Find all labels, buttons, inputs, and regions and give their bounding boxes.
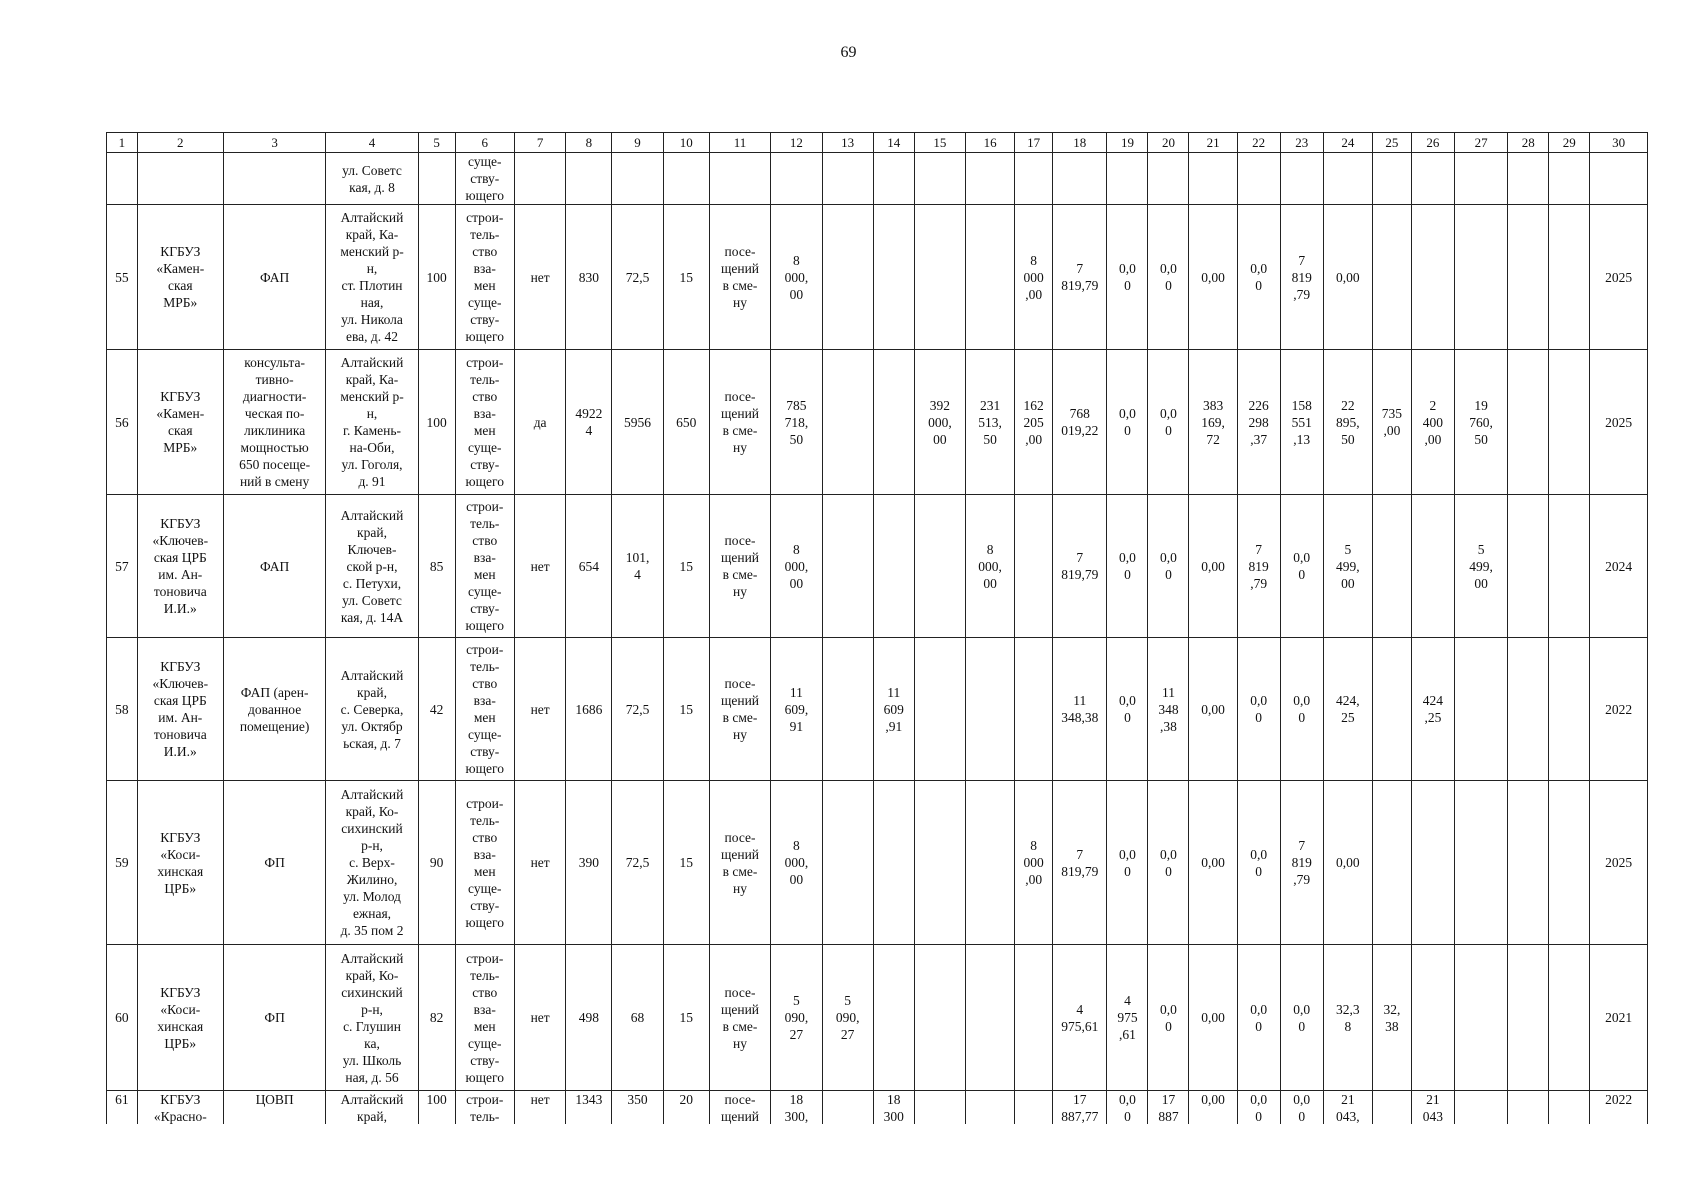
table-cell-col-1: 55 — [107, 205, 138, 350]
table-cell-col-23: 7 819 ,79 — [1280, 781, 1323, 945]
table-cell-col-2: КГБУЗ «Ключев- ская ЦРБ им. Ан- тоновича И.И.» — [137, 638, 223, 781]
table-cell-col-18: 768 019,22 — [1053, 350, 1107, 495]
column-number-cell: 26 — [1411, 133, 1454, 153]
table-cell-col-11: посе- щений в сме- ну — [709, 638, 771, 781]
table-cell-col-29 — [1549, 781, 1590, 945]
column-number-cell: 9 — [612, 133, 663, 153]
table-cell-col-11: посе- щений в сме- ну — [709, 781, 771, 945]
table-cell-col-22: 226 298 ,37 — [1237, 350, 1280, 495]
table-cell-col-18: 7 819,79 — [1053, 781, 1107, 945]
table-cell-col-20: 0,0 0 — [1148, 945, 1189, 1091]
column-number-cell: 2 — [137, 133, 223, 153]
table-cell-col-13 — [822, 205, 873, 350]
table-cell-col-15 — [914, 495, 965, 638]
table-cell-col-17 — [1015, 495, 1053, 638]
table-cell-col-11: посе- щений в сме- ну — [709, 495, 771, 638]
table-cell-col-27 — [1454, 945, 1507, 1091]
table-cell-col-30: 2025 — [1590, 350, 1648, 495]
table-cell-col-4: Алтайский край, Ка- менский р- н, г. Камень- на-Оби, ул. Гоголя, д. 91 — [326, 350, 418, 495]
table-cell-col-18 — [1053, 153, 1107, 205]
column-number-cell: 19 — [1107, 133, 1148, 153]
table-cell-col-10: 20 — [663, 1091, 709, 1125]
table-cell-col-22: 0,0 0 — [1237, 781, 1280, 945]
table-cell-col-30: 2024 — [1590, 495, 1648, 638]
table-cell-col-6: строи- тель- ство вза- мен суще- ству- ющего — [455, 781, 514, 945]
table-cell-col-28 — [1508, 205, 1549, 350]
table-cell-col-14 — [873, 945, 914, 1091]
column-number-cell: 28 — [1508, 133, 1549, 153]
table-cell-col-8: 390 — [566, 781, 612, 945]
table-cell-col-18: 7 819,79 — [1053, 495, 1107, 638]
table-cell-col-24: 32,3 8 — [1323, 945, 1372, 1091]
table-cell-col-9: 72,5 — [612, 205, 663, 350]
table-cell-col-30: 2022 — [1590, 638, 1648, 781]
table-cell-col-26: 424 ,25 — [1411, 638, 1454, 781]
table-cell-col-28 — [1508, 1091, 1549, 1125]
table-cell-col-18: 7 819,79 — [1053, 205, 1107, 350]
table-cell-col-25 — [1372, 153, 1411, 205]
table-cell-col-2: КГБУЗ «Коси- хинская ЦРБ» — [137, 945, 223, 1091]
table-cell-col-19 — [1107, 153, 1148, 205]
table-cell-col-18: 11 348,38 — [1053, 638, 1107, 781]
table-cell-col-19: 0,0 0 — [1107, 350, 1148, 495]
table-cell-col-10: 15 — [663, 495, 709, 638]
table-cell-col-14 — [873, 153, 914, 205]
table-cell-col-3: консульта- тивно- диагности- ческая по- ликлиника мощностью 650 посеще- ний в смену — [223, 350, 326, 495]
table-cell-col-30: 2022 — [1590, 1091, 1648, 1125]
table-cell-col-9: 350 — [612, 1091, 663, 1125]
table-cell-col-3: ФП — [223, 945, 326, 1091]
table-cell-col-25: 32, 38 — [1372, 945, 1411, 1091]
table-row-continuation — [107, 153, 1648, 205]
column-number-cell: 11 — [709, 133, 771, 153]
table-cell-col-5: 100 — [418, 205, 455, 350]
table-cell-col-23: 0,0 0 — [1280, 638, 1323, 781]
table-cell-col-19: 0,0 0 — [1107, 638, 1148, 781]
table-cell-col-21: 0,00 — [1189, 1091, 1237, 1125]
table-cell-col-28 — [1508, 781, 1549, 945]
table-cell-col-19: 4 975 ,61 — [1107, 945, 1148, 1091]
table-cell-col-20: 0,0 0 — [1148, 781, 1189, 945]
table-cell-col-14 — [873, 350, 914, 495]
table-cell-col-27: 19 760, 50 — [1454, 350, 1507, 495]
table-cell-col-9 — [612, 153, 663, 205]
table-cell-col-11: посе- щений в сме- ну — [709, 205, 771, 350]
table-cell-col-8: 1343 — [566, 1091, 612, 1125]
table-cell-col-4: Алтайский край, с. Северка, ул. Октябр ьская, д. 7 — [326, 638, 418, 781]
table-cell-col-12: 8 000, 00 — [771, 781, 822, 945]
table-cell-col-4: Алтайский край, Ка- менский р- н, ст. Плотин ная, ул. Никола ева, д. 42 — [326, 205, 418, 350]
table-cell-col-12: 18 300, — [771, 1091, 822, 1125]
table-cell-col-12: 785 718, 50 — [771, 350, 822, 495]
table-cell-col-27 — [1454, 153, 1507, 205]
table-cell-col-1: 58 — [107, 638, 138, 781]
table-cell-col-16 — [966, 945, 1015, 1091]
table-cell-col-22: 0,0 0 — [1237, 1091, 1280, 1125]
table-cell-col-2: КГБУЗ «Коси- хинская ЦРБ» — [137, 781, 223, 945]
table-cell-col-11: посе- щений в сме- ну — [709, 945, 771, 1091]
table-cell-col-8: 4922 4 — [566, 350, 612, 495]
table-cell-col-21 — [1189, 153, 1237, 205]
table-cell-col-28 — [1508, 945, 1549, 1091]
table-cell-col-9: 72,5 — [612, 638, 663, 781]
table-cell-col-1: 60 — [107, 945, 138, 1091]
table-cell-col-13 — [822, 153, 873, 205]
table-cell-col-5 — [418, 153, 455, 205]
table-cell-col-1 — [107, 153, 138, 205]
table-cell-col-23: 7 819 ,79 — [1280, 205, 1323, 350]
table-cell-col-16 — [966, 638, 1015, 781]
table-cell-col-25 — [1372, 638, 1411, 781]
table-cell-col-18: 17 887,77 — [1053, 1091, 1107, 1125]
column-number-cell: 12 — [771, 133, 822, 153]
table-cell-col-22: 0,0 0 — [1237, 205, 1280, 350]
table-row-57 — [107, 495, 1648, 638]
table-cell-col-2: КГБУЗ «Камен- ская МРБ» — [137, 205, 223, 350]
column-number-cell: 10 — [663, 133, 709, 153]
column-number-cell: 3 — [223, 133, 326, 153]
table-cell-col-25: 735 ,00 — [1372, 350, 1411, 495]
table-cell-col-27 — [1454, 205, 1507, 350]
column-number-cell: 8 — [566, 133, 612, 153]
table-cell-col-7: да — [515, 350, 566, 495]
table-row-56 — [107, 350, 1648, 495]
table-cell-col-1: 56 — [107, 350, 138, 495]
column-number-cell: 20 — [1148, 133, 1189, 153]
table-cell-col-11: посе- щений в сме- ну — [709, 350, 771, 495]
table-cell-col-25 — [1372, 495, 1411, 638]
table-cell-col-25 — [1372, 205, 1411, 350]
table-cell-col-11: посе- щений — [709, 1091, 771, 1125]
table-cell-col-30 — [1590, 153, 1648, 205]
table-cell-col-15 — [914, 638, 965, 781]
table-cell-col-3: ФАП (арен- дованное помещение) — [223, 638, 326, 781]
column-number-cell: 16 — [966, 133, 1015, 153]
table-cell-col-14: 11 609 ,91 — [873, 638, 914, 781]
table-cell-col-28 — [1508, 153, 1549, 205]
table-cell-col-16 — [966, 1091, 1015, 1125]
table-cell-col-26 — [1411, 781, 1454, 945]
table-cell-col-19: 0,0 0 — [1107, 781, 1148, 945]
table-cell-col-6: строи- тель- — [455, 1091, 514, 1125]
column-number-cell: 27 — [1454, 133, 1507, 153]
column-number-cell: 6 — [455, 133, 514, 153]
table-cell-col-13 — [822, 638, 873, 781]
table-cell-col-27: 5 499, 00 — [1454, 495, 1507, 638]
table-cell-col-8: 654 — [566, 495, 612, 638]
table-cell-col-19: 0,0 0 — [1107, 1091, 1148, 1125]
table-cell-col-23: 158 551 ,13 — [1280, 350, 1323, 495]
table-cell-col-27 — [1454, 781, 1507, 945]
table-cell-col-23 — [1280, 153, 1323, 205]
table-cell-col-5: 100 — [418, 350, 455, 495]
table-cell-col-24: 424, 25 — [1323, 638, 1372, 781]
table-cell-col-30: 2025 — [1590, 781, 1648, 945]
table-cell-col-15: 392 000, 00 — [914, 350, 965, 495]
table-cell-col-8 — [566, 153, 612, 205]
table-cell-col-5: 100 — [418, 1091, 455, 1125]
table-cell-col-2 — [137, 153, 223, 205]
table-cell-col-6: строи- тель- ство вза- мен суще- ству- ющего — [455, 350, 514, 495]
table-cell-col-6: строи- тель- ство вза- мен суще- ству- ющего — [455, 205, 514, 350]
table-cell-col-10: 15 — [663, 638, 709, 781]
table-cell-col-20: 0,0 0 — [1148, 205, 1189, 350]
table-cell-col-26: 21 043 — [1411, 1091, 1454, 1125]
column-number-cell: 13 — [822, 133, 873, 153]
table-cell-col-26 — [1411, 495, 1454, 638]
column-number-cell: 1 — [107, 133, 138, 153]
table-cell-col-1: 59 — [107, 781, 138, 945]
table-cell-col-5: 42 — [418, 638, 455, 781]
table-cell-col-8: 830 — [566, 205, 612, 350]
table-cell-col-1: 57 — [107, 495, 138, 638]
table-cell-col-21: 0,00 — [1189, 205, 1237, 350]
table-cell-col-26 — [1411, 153, 1454, 205]
table-cell-col-12 — [771, 153, 822, 205]
table-cell-col-23: 0,0 0 — [1280, 945, 1323, 1091]
table-cell-col-10 — [663, 153, 709, 205]
table-cell-col-28 — [1508, 350, 1549, 495]
column-number-cell: 29 — [1549, 133, 1590, 153]
table-cell-col-25 — [1372, 1091, 1411, 1125]
column-number-cell: 17 — [1015, 133, 1053, 153]
table-cell-col-28 — [1508, 495, 1549, 638]
table-cell-col-7 — [515, 153, 566, 205]
table-cell-col-4: Алтайский край, Ключев- ской р-н, с. Петухи, ул. Советс кая, д. 14А — [326, 495, 418, 638]
table-cell-col-7: нет — [515, 638, 566, 781]
table-cell-col-5: 90 — [418, 781, 455, 945]
table-cell-col-10: 650 — [663, 350, 709, 495]
table-cell-col-15 — [914, 205, 965, 350]
table-cell-col-23: 0,0 0 — [1280, 495, 1323, 638]
table-cell-col-6: строи- тель- ство вза- мен суще- ству- ющего — [455, 945, 514, 1091]
objects-table-container — [106, 132, 1648, 1124]
table-cell-col-1: 61 — [107, 1091, 138, 1125]
column-number-cell: 21 — [1189, 133, 1237, 153]
table-cell-col-14 — [873, 495, 914, 638]
table-cell-col-14: 18 300 — [873, 1091, 914, 1125]
table-cell-col-4: Алтайский край, — [326, 1091, 418, 1125]
objects-table-body — [107, 133, 1648, 1125]
table-cell-col-27 — [1454, 1091, 1507, 1125]
table-cell-col-13 — [822, 350, 873, 495]
table-cell-col-14 — [873, 781, 914, 945]
table-cell-col-26: 2 400 ,00 — [1411, 350, 1454, 495]
table-cell-col-29 — [1549, 350, 1590, 495]
table-cell-col-3 — [223, 153, 326, 205]
table-cell-col-3: ФАП — [223, 205, 326, 350]
table-cell-col-16: 231 513, 50 — [966, 350, 1015, 495]
table-cell-col-8: 1686 — [566, 638, 612, 781]
table-cell-col-26 — [1411, 945, 1454, 1091]
table-row-60 — [107, 945, 1648, 1091]
table-cell-col-17 — [1015, 1091, 1053, 1125]
column-number-cell: 22 — [1237, 133, 1280, 153]
table-cell-col-14 — [873, 205, 914, 350]
table-cell-col-20 — [1148, 153, 1189, 205]
table-cell-col-24: 0,00 — [1323, 205, 1372, 350]
table-cell-col-29 — [1549, 1091, 1590, 1125]
table-cell-col-29 — [1549, 205, 1590, 350]
table-cell-col-22: 7 819 ,79 — [1237, 495, 1280, 638]
table-cell-col-18: 4 975,61 — [1053, 945, 1107, 1091]
column-number-row — [107, 133, 1648, 153]
table-cell-col-3: ФАП — [223, 495, 326, 638]
table-cell-col-3: ФП — [223, 781, 326, 945]
table-cell-col-9: 68 — [612, 945, 663, 1091]
table-cell-col-6: строи- тель- ство вза- мен суще- ству- ющего — [455, 495, 514, 638]
table-cell-col-13 — [822, 1091, 873, 1125]
table-cell-col-9: 5956 — [612, 350, 663, 495]
table-cell-col-11 — [709, 153, 771, 205]
table-cell-col-4: Алтайский край, Ко- сихинский р-н, с. Верх- Жилино, ул. Молод ежная, д. 35 пом 2 — [326, 781, 418, 945]
table-cell-col-29 — [1549, 945, 1590, 1091]
table-cell-col-2: КГБУЗ «Красно- — [137, 1091, 223, 1125]
table-cell-col-5: 82 — [418, 945, 455, 1091]
column-number-cell: 24 — [1323, 133, 1372, 153]
table-cell-col-5: 85 — [418, 495, 455, 638]
objects-table — [106, 132, 1648, 1124]
table-cell-col-20: 0,0 0 — [1148, 350, 1189, 495]
page-number: 69 — [840, 44, 857, 61]
table-cell-col-17 — [1015, 153, 1053, 205]
table-cell-col-21: 0,00 — [1189, 781, 1237, 945]
table-cell-col-6: строи- тель- ство вза- мен суще- ству- ющего — [455, 638, 514, 781]
table-cell-col-23: 0,0 0 — [1280, 1091, 1323, 1125]
table-cell-col-6: суще- ству- ющего — [455, 153, 514, 205]
table-cell-col-24: 22 895, 50 — [1323, 350, 1372, 495]
table-cell-col-2: КГБУЗ «Ключев- ская ЦРБ им. Ан- тоновича И.И.» — [137, 495, 223, 638]
table-cell-col-20: 17 887 — [1148, 1091, 1189, 1125]
column-number-cell: 30 — [1590, 133, 1648, 153]
table-cell-col-30: 2021 — [1590, 945, 1648, 1091]
column-number-cell: 7 — [515, 133, 566, 153]
table-cell-col-12: 8 000, 00 — [771, 205, 822, 350]
table-cell-col-3: ЦОВП — [223, 1091, 326, 1125]
table-cell-col-15 — [914, 781, 965, 945]
table-cell-col-15 — [914, 1091, 965, 1125]
table-cell-col-4: Алтайский край, Ко- сихинский р-н, с. Глушин ка, ул. Школь ная, д. 56 — [326, 945, 418, 1091]
table-cell-col-13: 5 090, 27 — [822, 945, 873, 1091]
table-cell-col-24: 21 043, — [1323, 1091, 1372, 1125]
table-cell-col-17: 162 205 ,00 — [1015, 350, 1053, 495]
table-cell-col-30: 2025 — [1590, 205, 1648, 350]
table-cell-col-17: 8 000 ,00 — [1015, 205, 1053, 350]
table-cell-col-12: 8 000, 00 — [771, 495, 822, 638]
table-cell-col-16 — [966, 153, 1015, 205]
column-number-cell: 15 — [914, 133, 965, 153]
table-row-59 — [107, 781, 1648, 945]
table-cell-col-13 — [822, 495, 873, 638]
column-number-cell: 23 — [1280, 133, 1323, 153]
table-cell-col-21: 0,00 — [1189, 495, 1237, 638]
table-cell-col-22: 0,0 0 — [1237, 638, 1280, 781]
table-cell-col-7: нет — [515, 205, 566, 350]
table-cell-col-10: 15 — [663, 945, 709, 1091]
table-cell-col-29 — [1549, 638, 1590, 781]
table-cell-col-7: нет — [515, 945, 566, 1091]
table-cell-col-16: 8 000, 00 — [966, 495, 1015, 638]
table-cell-col-9: 72,5 — [612, 781, 663, 945]
table-cell-col-4: ул. Советс кая, д. 8 — [326, 153, 418, 205]
table-cell-col-16 — [966, 781, 1015, 945]
table-cell-col-22 — [1237, 153, 1280, 205]
table-cell-col-16 — [966, 205, 1015, 350]
column-number-cell: 5 — [418, 133, 455, 153]
table-cell-col-28 — [1508, 638, 1549, 781]
table-cell-col-21: 383 169, 72 — [1189, 350, 1237, 495]
table-cell-col-10: 15 — [663, 781, 709, 945]
column-number-cell: 14 — [873, 133, 914, 153]
table-cell-col-17 — [1015, 638, 1053, 781]
table-cell-col-7: нет — [515, 1091, 566, 1125]
table-cell-col-24: 5 499, 00 — [1323, 495, 1372, 638]
table-cell-col-13 — [822, 781, 873, 945]
table-cell-col-29 — [1549, 153, 1590, 205]
table-cell-col-10: 15 — [663, 205, 709, 350]
table-cell-col-2: КГБУЗ «Камен- ская МРБ» — [137, 350, 223, 495]
table-cell-col-9: 101, 4 — [612, 495, 663, 638]
column-number-cell: 4 — [326, 133, 418, 153]
table-cell-col-21: 0,00 — [1189, 638, 1237, 781]
table-cell-col-12: 11 609, 91 — [771, 638, 822, 781]
table-cell-col-29 — [1549, 495, 1590, 638]
table-cell-col-25 — [1372, 781, 1411, 945]
table-cell-col-17: 8 000 ,00 — [1015, 781, 1053, 945]
table-cell-col-21: 0,00 — [1189, 945, 1237, 1091]
table-cell-col-19: 0,0 0 — [1107, 495, 1148, 638]
table-cell-col-7: нет — [515, 781, 566, 945]
table-cell-col-8: 498 — [566, 945, 612, 1091]
table-row-58 — [107, 638, 1648, 781]
table-cell-col-17 — [1015, 945, 1053, 1091]
table-cell-col-24 — [1323, 153, 1372, 205]
table-cell-col-12: 5 090, 27 — [771, 945, 822, 1091]
table-cell-col-19: 0,0 0 — [1107, 205, 1148, 350]
column-number-cell: 18 — [1053, 133, 1107, 153]
table-cell-col-20: 11 348 ,38 — [1148, 638, 1189, 781]
table-cell-col-7: нет — [515, 495, 566, 638]
table-cell-col-26 — [1411, 205, 1454, 350]
table-cell-col-24: 0,00 — [1323, 781, 1372, 945]
table-cell-col-20: 0,0 0 — [1148, 495, 1189, 638]
table-cell-col-27 — [1454, 638, 1507, 781]
table-row-61 — [107, 1091, 1648, 1125]
table-cell-col-22: 0,0 0 — [1237, 945, 1280, 1091]
table-cell-col-15 — [914, 153, 965, 205]
column-number-cell: 25 — [1372, 133, 1411, 153]
table-cell-col-15 — [914, 945, 965, 1091]
table-row-55 — [107, 205, 1648, 350]
